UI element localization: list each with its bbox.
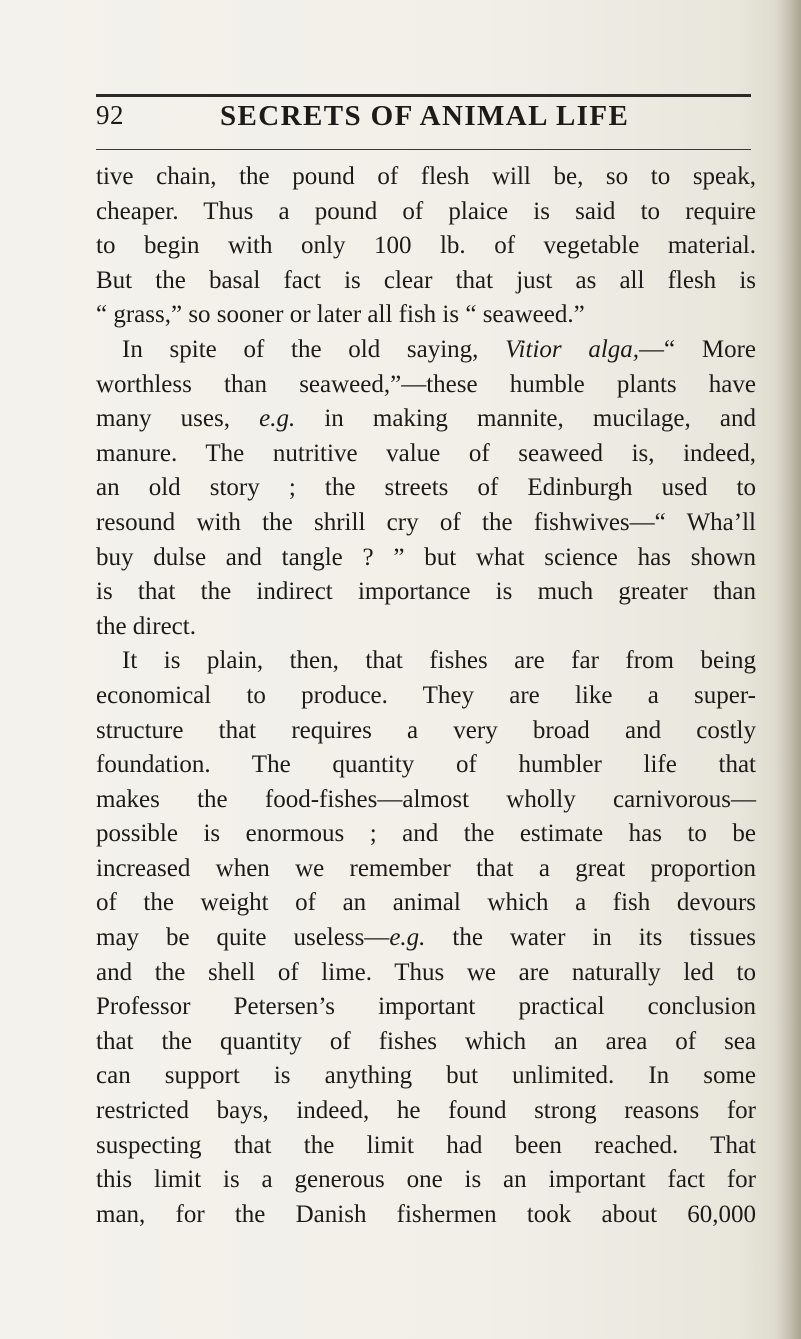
header-rule [96, 149, 751, 150]
text-line: economical to produce. They are like a super- [96, 681, 756, 709]
text-line: resound with the shrill cry of the fishwives—“ Wha’ll [96, 508, 756, 536]
text-line: can support is anything but unlimited. In some [96, 1062, 756, 1090]
text-line: of the weight of an animal which a fish devours [96, 889, 756, 917]
page-header [96, 100, 751, 140]
text-line: suspecting that the limit had been reached. That [96, 1131, 756, 1159]
body-text [96, 160, 756, 1232]
text-line: tive chain, the pound of flesh will be, so to speak, [96, 163, 756, 190]
text-line: makes the food-fishes—almost wholly carnivorous— [96, 785, 756, 813]
text-line: possible is enormous ; and the estimate has to be [96, 820, 756, 848]
text-line: the direct. [96, 612, 196, 640]
text-line: structure that requires a very broad and costly [96, 716, 756, 744]
text-line: many uses, e.g. in making mannite, mucilage, and [96, 405, 756, 433]
text-line: In spite of the old saying, Vitior alga,—“ More [122, 335, 756, 363]
page-number: 92 [96, 100, 124, 130]
text-line: man, for the Danish fishermen took about 60,000 [96, 1200, 756, 1228]
text-line: manure. The nutritive value of seaweed is, indeed, [96, 439, 756, 467]
text-line: that the quantity of fishes which an area of sea [96, 1027, 756, 1055]
running-head: SECRETS OF ANIMAL LIFE [220, 100, 630, 132]
text-line: It is plain, then, that fishes are far from being [122, 647, 756, 675]
text-line: this limit is a generous one is an important fact for [96, 1166, 756, 1194]
top-rule [96, 94, 751, 97]
text-line: “ grass,” so sooner or later all fish is “ seaweed.” [96, 301, 585, 329]
text-line: to begin with only 100 lb. of vegetable material. [96, 232, 756, 260]
text-line: buy dulse and tangle ? ” but what science has shown [96, 543, 756, 571]
text-line: cheaper. Thus a pound of plaice is said to require [96, 197, 756, 225]
text-line: may be quite useless—e.g. the water in its tissues [96, 924, 756, 952]
text-line: foundation. The quantity of humbler life that [96, 751, 756, 779]
page-edge-shadow [775, 0, 801, 1339]
text-line: But the basal fact is clear that just as all flesh is [96, 266, 756, 294]
text-line: restricted bays, indeed, he found strong reasons for [96, 1097, 756, 1125]
text-line: is that the indirect importance is much greater than [96, 578, 756, 606]
text-line: worthless than seaweed,”—these humble plants have [96, 370, 756, 398]
text-line: increased when we remember that a great proportion [96, 854, 756, 882]
text-line: and the shell of lime. Thus we are naturally led to [96, 958, 756, 986]
text-line: Professor Petersen’s important practical conclusion [96, 993, 756, 1021]
text-line: an old story ; the streets of Edinburgh used to [96, 474, 756, 502]
